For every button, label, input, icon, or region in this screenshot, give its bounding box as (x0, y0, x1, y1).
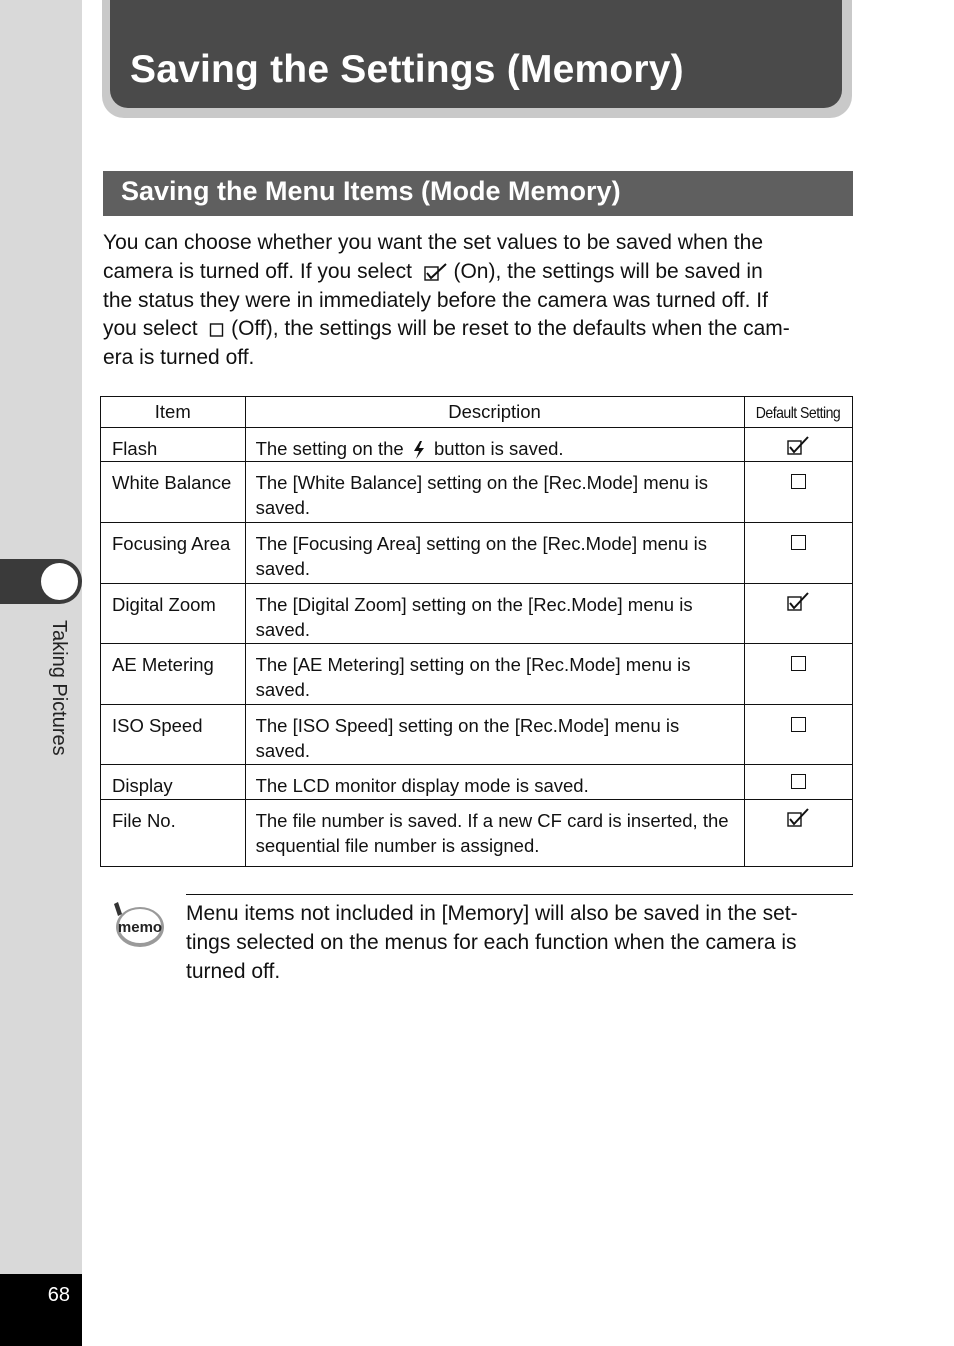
intro-line: You can choose whether you want the set values to be saved when the (103, 231, 764, 254)
default-cell (744, 523, 852, 584)
default-header-text: Default Setting (756, 405, 841, 422)
table-row (101, 800, 853, 867)
checkbox-off-icon (791, 656, 806, 671)
checkbox-on-icon (786, 434, 810, 456)
table-header-row (101, 397, 853, 428)
table-row (101, 765, 853, 800)
memory-settings-table (100, 396, 853, 867)
item-cell: ISO Speed (101, 705, 246, 765)
description-cell: The [Focusing Area] setting on the [Rec.Mode] menu is saved. (245, 523, 744, 584)
table-row (101, 644, 853, 705)
checkbox-off-icon (791, 535, 806, 550)
description-cell: The [White Balance] setting on the [Rec.Mode] menu is saved. (245, 462, 744, 523)
memo-icon-label: memo (117, 919, 163, 936)
intro-text: camera is turned off. If you select (103, 259, 412, 283)
section-heading: Saving the Menu Items (Mode Memory) (121, 176, 621, 206)
checkbox-off-icon (209, 321, 225, 339)
page-number: 68 (47, 1284, 70, 1306)
memo-paragraph (186, 900, 854, 986)
default-cell (744, 644, 852, 705)
description-cell (245, 428, 744, 462)
table-row (101, 705, 853, 765)
memo-line: Menu items not included in [Memory] will also be saved in the set- (186, 902, 798, 925)
intro-text: you select (103, 317, 198, 341)
default-cell (744, 800, 852, 867)
column-header-description: Description (245, 397, 744, 428)
page-title: Saving the Settings (Memory) (130, 48, 684, 91)
chapter-label-text: Taking Pictures (48, 620, 70, 756)
checkbox-off-icon (791, 474, 806, 489)
default-cell (744, 428, 852, 462)
table-row (101, 428, 853, 462)
description-cell: The [ISO Speed] setting on the [Rec.Mode] menu is saved. (245, 705, 744, 765)
checkbox-on-icon (786, 806, 810, 828)
chapter-tab-circle (41, 563, 78, 600)
checkbox-off-icon (791, 717, 806, 732)
description-text: The setting on the (255, 438, 404, 459)
table-row (101, 462, 853, 523)
item-cell: White Balance (101, 462, 246, 523)
memo-icon (108, 900, 166, 952)
memo-line: tings selected on the menus for each function when the camera is (186, 930, 797, 954)
item-cell: AE Metering (101, 644, 246, 705)
intro-paragraph (103, 229, 855, 373)
description-text: button is saved. (433, 438, 564, 459)
description-cell: The file number is saved. If a new CF card is inserted, the sequential file number is assigned. (245, 800, 744, 867)
flash-icon (409, 440, 429, 460)
checkbox-on-icon (424, 262, 448, 282)
checkbox-off-icon (791, 774, 806, 789)
intro-line: era is turned off. (103, 346, 255, 370)
intro-text: (Off), the settings will be reset to the defaults when the cam- (231, 317, 790, 341)
memo-line: turned off. (186, 959, 281, 983)
description-cell: The [Digital Zoom] setting on the [Rec.Mode] menu is saved. (245, 584, 744, 644)
default-cell (744, 705, 852, 765)
memo-divider (186, 894, 853, 895)
column-header-item: Item (101, 397, 246, 428)
item-cell: Flash (101, 428, 246, 462)
item-cell: Display (101, 765, 246, 800)
item-cell: Digital Zoom (101, 584, 246, 644)
default-cell (744, 462, 852, 523)
description-cell: The LCD monitor display mode is saved. (245, 765, 744, 800)
chapter-label (44, 620, 74, 780)
intro-line: the status they were in immediately before the camera was turned off. If (103, 288, 768, 312)
column-header-default (744, 397, 852, 428)
checkbox-on-icon (786, 590, 810, 612)
item-cell: File No. (101, 800, 246, 867)
table-row (101, 584, 853, 644)
default-cell (744, 584, 852, 644)
description-cell: The [AE Metering] setting on the [Rec.Mode] menu is saved. (245, 644, 744, 705)
table-row (101, 523, 853, 584)
default-cell (744, 765, 852, 800)
item-cell: Focusing Area (101, 523, 246, 584)
intro-text: (On), the settings will be saved in (453, 259, 763, 283)
intro-line (103, 315, 855, 344)
intro-line (103, 258, 855, 287)
